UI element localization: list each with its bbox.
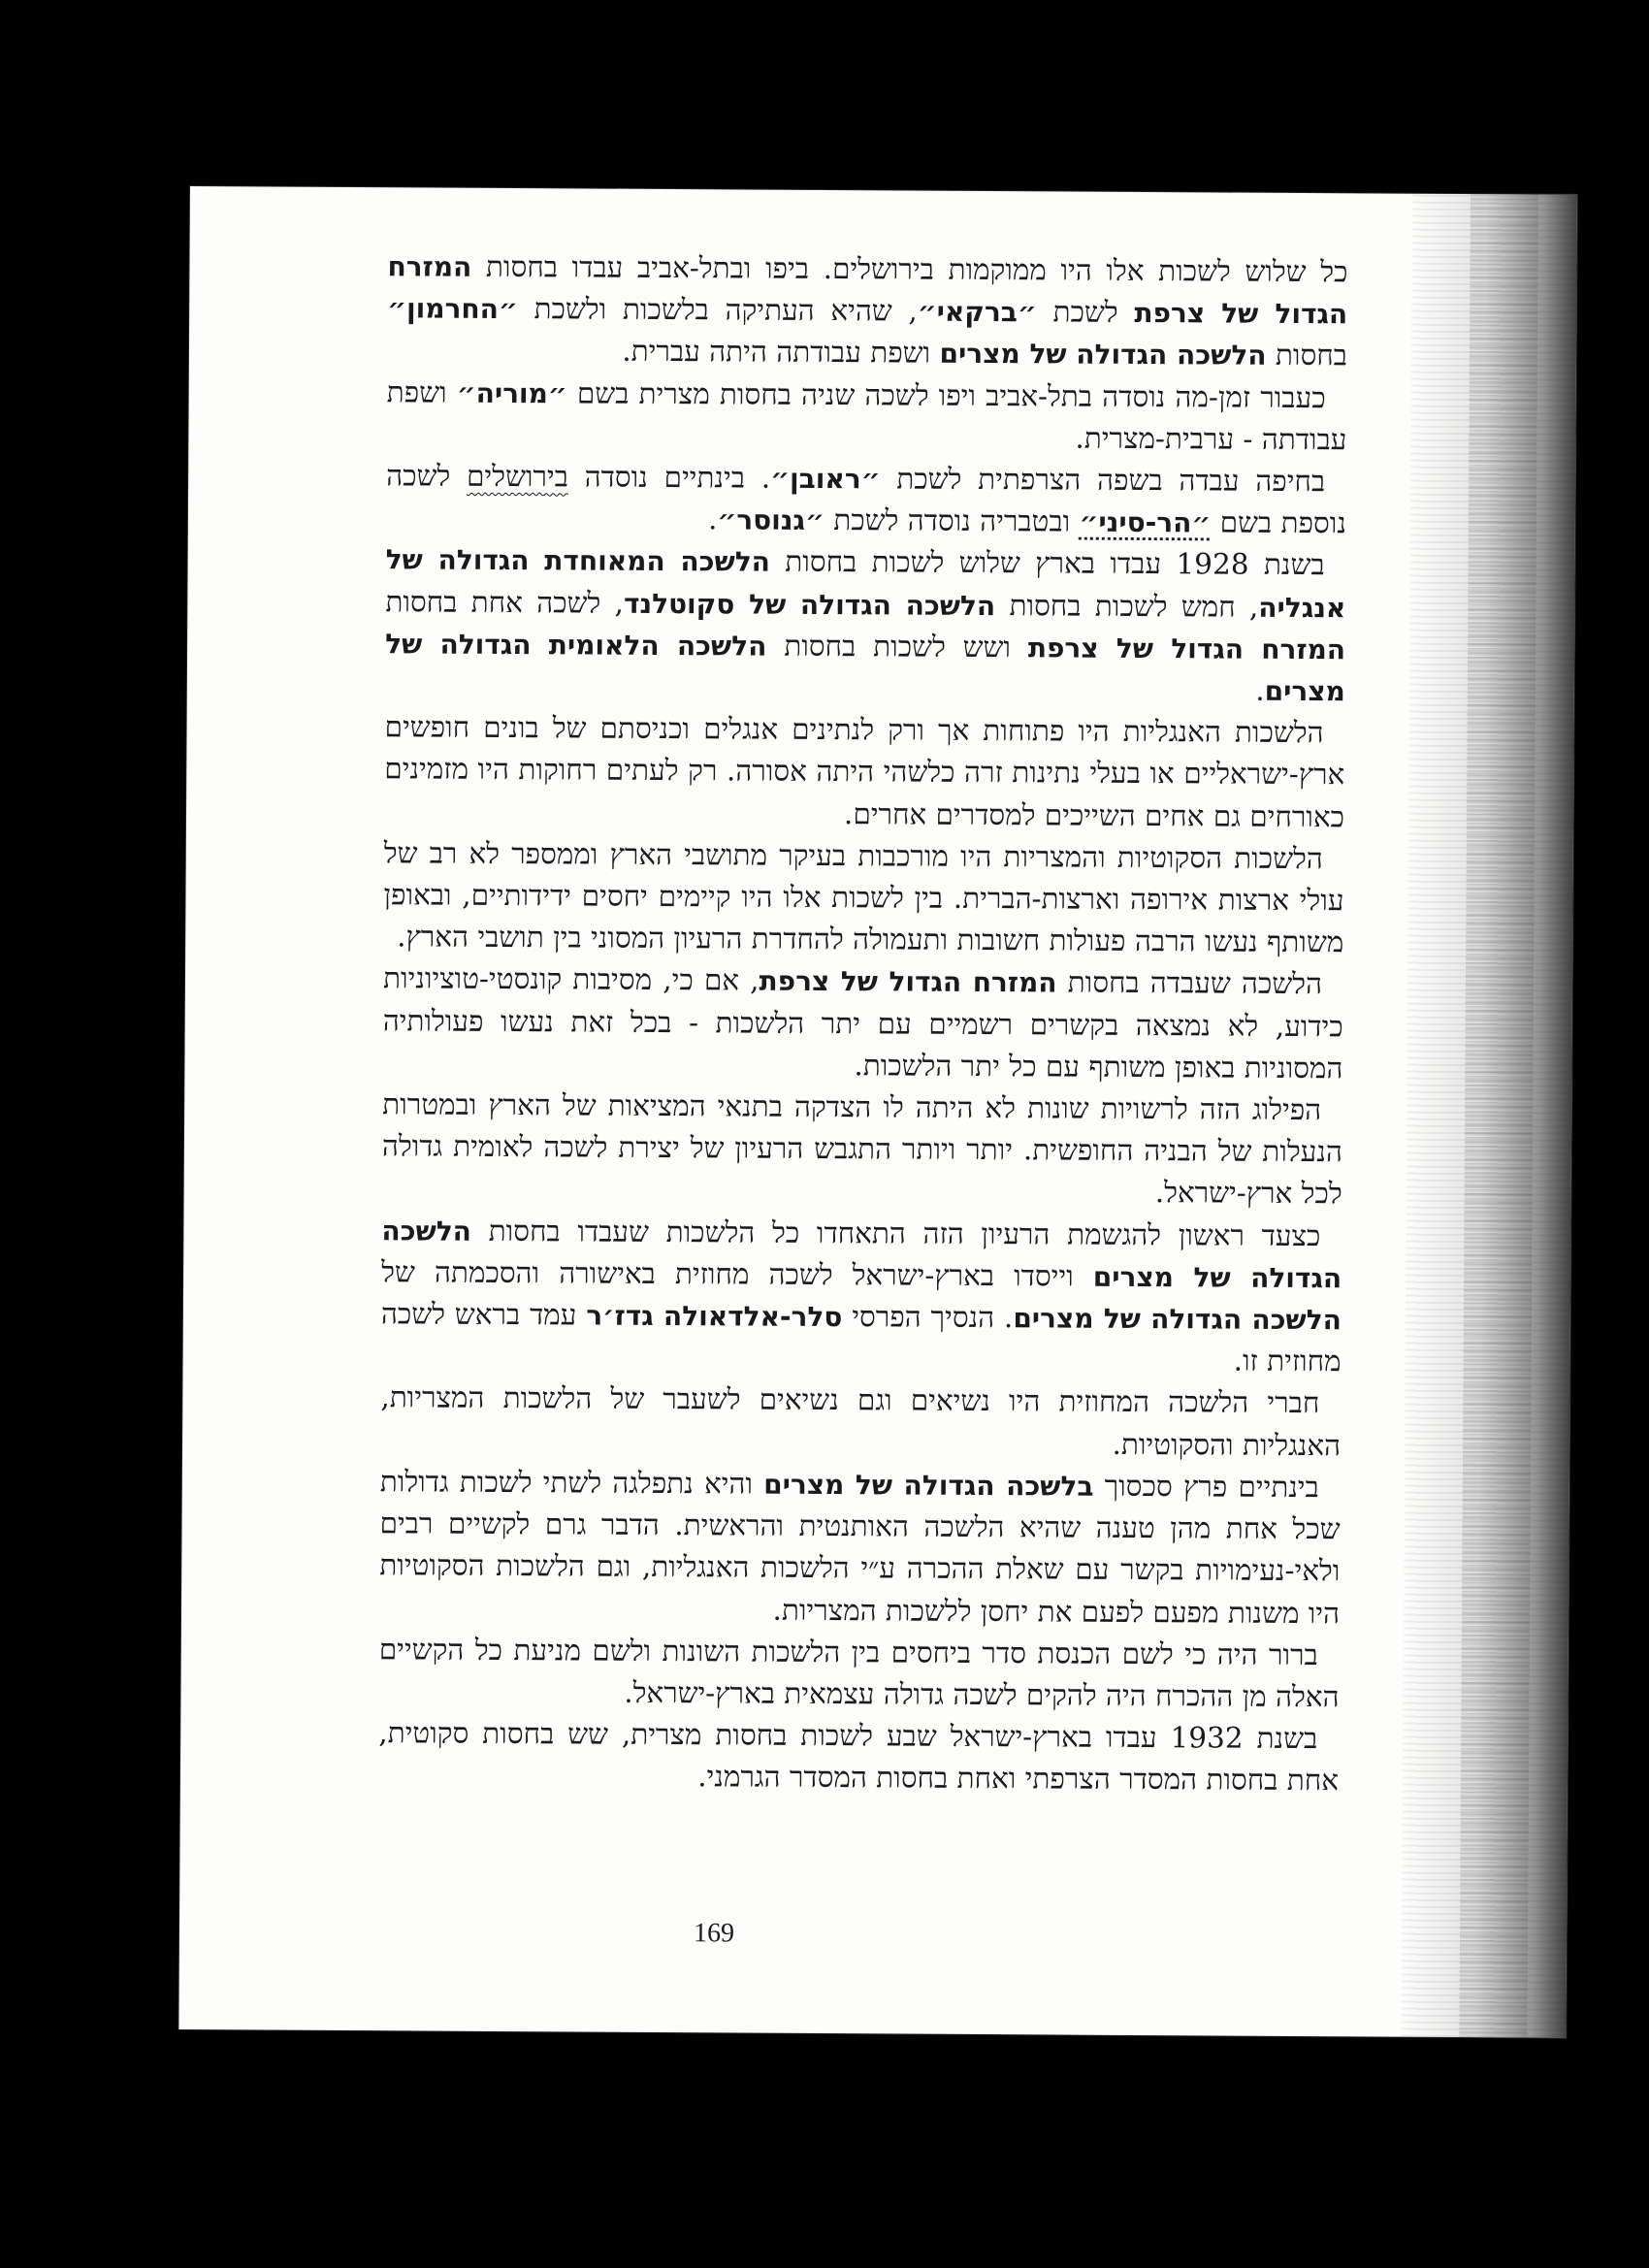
page-number-row — [179, 1915, 1567, 1955]
page-number: 169 — [693, 1918, 735, 1949]
text-run: הלשכות הסקוטיות והמצריות היו מורכבות בעיקר מתושבי הארץ וממספר לא רב של עולי ארצות אירופה וארצות-הברית. בין לשכות אלו היו קיימים יחסים ידידותיים, ובאופן משותף נעשו הרבה פעולות חשובות ותעמולה להחדרת הרעיון המסוני בין תושבי הארץ. — [383, 836, 1344, 959]
bold-term: ״ראובן״ — [770, 462, 881, 496]
text-run: והיא נתפלגה לשתי לשכות גדולות שכל אחת מהן טענה שהיא הלשכה האותנטית והראשית. הדבר גרם לקשיים רבים ולאי-נעימויות בקשר עם שאלת ההכרה ע״י הלשכות האנגליות, וגם הלשכות הסקוטיות היו משנות מפעם לפעם את יחסן ללשכות המצריות. — [379, 1465, 1341, 1630]
book-binding-edge — [1459, 194, 1538, 2037]
scanned-book-page — [178, 186, 1577, 2038]
paragraph — [381, 1210, 1342, 1383]
page-body-text — [378, 245, 1348, 1802]
text-run: כעבור זמן-מה נוסדה בתל-אביב ויפו לשכה שניה בחסות מצרית בשם — [566, 375, 1326, 414]
bold-term: ״ברקאי״ — [917, 295, 1037, 329]
text-run: , שהיא העתיקה בלשכות ולשכת — [517, 292, 918, 328]
paragraph — [386, 455, 1347, 544]
bold-term: סלר-אלדאולה גדז׳ר — [586, 1299, 843, 1334]
paragraph — [378, 1712, 1340, 1801]
scan-top-border — [0, 0, 1649, 184]
text-run: וייסדו בארץ-ישראל לשכה מחוזית באישורה והסכמתה של — [381, 1255, 1093, 1293]
text-run: בשנת 1928 עבדו בארץ שלוש לשכות בחסות — [769, 545, 1325, 582]
bold-term: הלשכה המאוחדת הגדולה של אנגליה — [385, 543, 1346, 624]
text-run: כצעד ראשון להגשמת הרעיון הזה התאחדו כל הלשכות שעבדו בחסות — [470, 1214, 1321, 1252]
text-run: . — [1255, 673, 1265, 707]
text-run: חברי הלשכה המחוזית היו נשיאים וגם נשיאים לשעבר של הלשכות המצריות, האנגליות והסקוטיות. — [380, 1380, 1342, 1462]
bold-term: ״החרמון״ — [387, 292, 518, 326]
text-run: , חמש לשכות בחסות — [995, 588, 1259, 624]
text-run: לשכה נוספת בשם — [386, 459, 1347, 540]
text-run: כל שלוש לשכות אלו היו ממוקמות בירושלים. ביפו ובתל-אביב עבדו בחסות — [471, 249, 1348, 289]
bold-term: ״הר-סיני״ — [1079, 505, 1212, 539]
text-run: עמד בראש לשכה מחוזית זו. — [380, 1297, 1342, 1378]
paragraph — [383, 832, 1344, 964]
text-run: . בינתיים נוסדה — [567, 460, 771, 495]
bold-term: הלשכה הגדולה של סקוטלנד — [623, 587, 996, 622]
text-run: בחיפה עבדה בשפה הצרפתית לשכת — [880, 462, 1326, 499]
text-run: ושפת עבודתה היתה עברית. — [622, 335, 940, 371]
text-run: בירושלים — [466, 459, 569, 494]
bold-term: הלשכה הגדולה של מצרים — [939, 338, 1267, 373]
bold-term: המזרח הגדול של צרפת — [387, 250, 1348, 331]
text-run: . הנסיך הפרסי — [842, 1300, 1014, 1335]
paragraph — [379, 1461, 1341, 1635]
bold-term: הלשכה הלאומית הגדולה של מצרים — [385, 628, 1345, 708]
text-run: לשכת — [1036, 295, 1135, 330]
text-run: הלשכה שעבדה בחסות — [1056, 965, 1323, 1001]
text-run: ברור היה כי לשם הכנסת סדר ביחסים בין הלשכות השונות ולשם מניעת כל הקשיים האלה מן ההכרח היה להקים לשכה גדולה עצמאית בארץ-ישראל. — [378, 1632, 1340, 1714]
paragraph — [382, 958, 1343, 1090]
paragraph — [384, 706, 1345, 838]
text-run: ושפת עבודתה - ערבית-מצרית. — [386, 374, 1347, 457]
bold-term: בלשכה הגדולה של מצרים — [763, 1468, 1094, 1503]
paragraph — [380, 1377, 1342, 1467]
bold-term: המזרח הגדול של צרפת — [759, 965, 1057, 999]
text-run: , לשכה אחת בחסות — [385, 584, 625, 620]
paragraph — [378, 1629, 1340, 1718]
bold-term: הלשכה הגדולה של מצרים — [381, 1214, 1342, 1295]
text-run: בחסות — [1266, 339, 1348, 373]
text-run: , אם כי, מסיבות קונסטי-טוציוניות כידוע, לא נמצאה בקשרים רשמיים עם יתר הלשכות - בכל זאת נעשו פעולותיה המסוניות באופן משותף עם כל יתר הלשכות. — [382, 961, 1343, 1085]
text-run: הפילוג הזה לרשויות שונות לא היתה לו הצדקה בתנאי המציאות של הארץ ובמטרות הנעלות של הבניה החופשית. יותר ויותר התגבש הרעיון של יצירת לשכה לאומית גדולה לכל ארץ-ישראל. — [381, 1087, 1343, 1211]
bold-term: המזרח הגדול של צרפת — [1027, 632, 1346, 666]
bold-term: ״גנוסר״ — [717, 503, 824, 537]
text-run: . — [707, 502, 718, 536]
paragraph — [382, 1084, 1343, 1215]
text-run: הלשכות האנגליות היו פתוחות אך ורק לנתינים אנגלים וכניסתם של בונים חופשים ארץ-ישראליים או בעלי נתינות זרה כלשהי היתה אסורה. רק לעתים רחוקות היו מזמינים כאורחים גם אחים השייכים למסדרים אחרים. — [384, 710, 1345, 833]
bold-term: ״מוריה״ — [456, 376, 567, 409]
text-run: ושש לשכות בחסות — [766, 629, 1029, 664]
paragraph — [386, 372, 1347, 461]
text-run: בינתיים פרץ סכסוך — [1093, 1469, 1319, 1505]
paragraph — [385, 539, 1346, 713]
text-run: בשנת 1932 עבדו בארץ-ישראל שבע לשכות בחסות מצרית, שש בחסות סקוטית, אחת בחסות המסדר הצרפתי ואחת בחסות המסדר הגרמני. — [378, 1716, 1340, 1798]
text-run: ובטבריה נוסדה לשכת — [824, 503, 1080, 538]
bold-term: הלשכה הגדולה של מצרים — [1013, 1302, 1342, 1337]
paragraph — [387, 245, 1348, 377]
